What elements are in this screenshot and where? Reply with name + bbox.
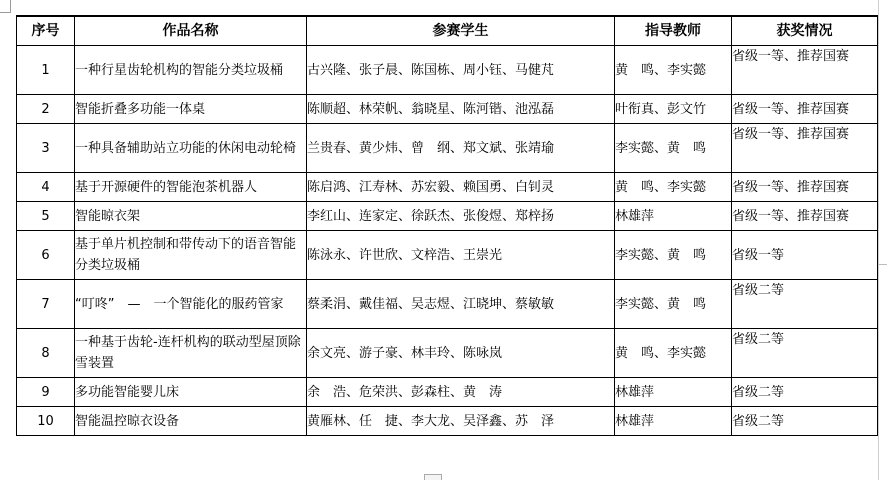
cell-title: 多功能智能婴儿床 [75, 378, 307, 407]
cell-title: 基于开源硬件的智能泡茶机器人 [75, 173, 307, 202]
cell-no: 10 [17, 407, 75, 436]
cell-students: 余文亮、游子豪、林丰玲、陈咏岚 [307, 329, 615, 378]
cell-award: 省级一等、推荐国赛 [732, 46, 878, 95]
cell-teacher: 黄 鸣、李实懿 [615, 46, 732, 95]
cell-no: 7 [17, 280, 75, 329]
table-row [17, 202, 878, 231]
cell-award: 省级二等 [732, 329, 878, 378]
table-row [17, 280, 878, 329]
awards-table [16, 15, 878, 436]
cell-teacher: 林雄萍 [615, 202, 732, 231]
cell-students: 陈顺超、林荣帆、翁晓星、陈河锴、池泓磊 [307, 95, 615, 124]
page-edge-line [878, 0, 879, 480]
scroll-handle[interactable] [424, 474, 442, 480]
table-row [17, 231, 878, 280]
cell-no: 6 [17, 231, 75, 280]
cell-award: 省级一等、推荐国赛 [732, 124, 878, 173]
cell-title: 一种具备辅助站立功能的休闲电动轮椅 [75, 124, 307, 173]
cell-award: 省级二等 [732, 280, 878, 329]
table-row [17, 124, 878, 173]
table-row [17, 173, 878, 202]
cell-students: 古兴隆、张子晨、陈国栋、周小钰、马健芃 [307, 46, 615, 95]
cell-award: 省级一等、推荐国赛 [732, 95, 878, 124]
cell-award: 省级一等、推荐国赛 [732, 173, 878, 202]
cell-students: 陈泳永、许世欣、文梓浩、王崇光 [307, 231, 615, 280]
cell-title: 智能温控晾衣设备 [75, 407, 307, 436]
cell-teacher: 李实懿、黄 鸣 [615, 280, 732, 329]
cell-no: 5 [17, 202, 75, 231]
cell-no: 3 [17, 124, 75, 173]
header-no: 序号 [17, 16, 75, 46]
cell-no: 9 [17, 378, 75, 407]
cell-students: 兰贵春、黄少炜、曾 纲、郑文斌、张靖瑜 [307, 124, 615, 173]
cell-title: 智能折叠多功能一体桌 [75, 95, 307, 124]
cell-teacher: 林雄萍 [615, 378, 732, 407]
cell-no: 4 [17, 173, 75, 202]
cell-students: 李红山、连家定、徐跃杰、张俊煜、郑梓扬 [307, 202, 615, 231]
page-edge-tick [879, 264, 887, 265]
table-row [17, 378, 878, 407]
cell-title: 一种基于齿轮-连杆机构的联动型屋顶除雪装置 [75, 329, 307, 378]
header-title: 作品名称 [75, 16, 307, 46]
table-row [17, 407, 878, 436]
cell-students: 余 浩、危荣洪、彭森柱、黄 涛 [307, 378, 615, 407]
table-row [17, 46, 878, 95]
cell-award: 省级一等、推荐国赛 [732, 202, 878, 231]
cell-teacher: 叶衔真、彭文竹 [615, 95, 732, 124]
table-row [17, 95, 878, 124]
cell-students: 陈启鸿、江寿林、苏宏毅、赖国勇、白钊灵 [307, 173, 615, 202]
cell-teacher: 李实懿、黄 鸣 [615, 231, 732, 280]
cell-award: 省级二等 [732, 407, 878, 436]
cell-title: 基于单片机控制和带传动下的语音智能分类垃圾桶 [75, 231, 307, 280]
cell-title: 智能晾衣架 [75, 202, 307, 231]
table-row [17, 329, 878, 378]
cell-award: 省级一等 [732, 231, 878, 280]
cell-teacher: 林雄萍 [615, 407, 732, 436]
cell-students: 黄雁林、任 捷、李大龙、吴泽鑫、苏 泽 [307, 407, 615, 436]
header-award: 获奖情况 [732, 16, 878, 46]
page-corner-marker [0, 0, 11, 13]
header-students: 参赛学生 [307, 16, 615, 46]
cell-teacher: 黄 鸣、李实懿 [615, 329, 732, 378]
cell-no: 1 [17, 46, 75, 95]
table-header-row [17, 16, 878, 46]
cell-students: 蔡柔涓、戴佳福、吴志煜、江晓坤、蔡敏敏 [307, 280, 615, 329]
cell-title: 一种行星齿轮机构的智能分类垃圾桶 [75, 46, 307, 95]
cell-no: 8 [17, 329, 75, 378]
cell-title: “叮咚” — 一个智能化的服药管家 [75, 280, 307, 329]
cell-teacher: 李实懿、黄 鸣 [615, 124, 732, 173]
cell-teacher: 黄 鸣、李实懿 [615, 173, 732, 202]
header-teacher: 指导教师 [615, 16, 732, 46]
cell-award: 省级二等 [732, 378, 878, 407]
cell-no: 2 [17, 95, 75, 124]
